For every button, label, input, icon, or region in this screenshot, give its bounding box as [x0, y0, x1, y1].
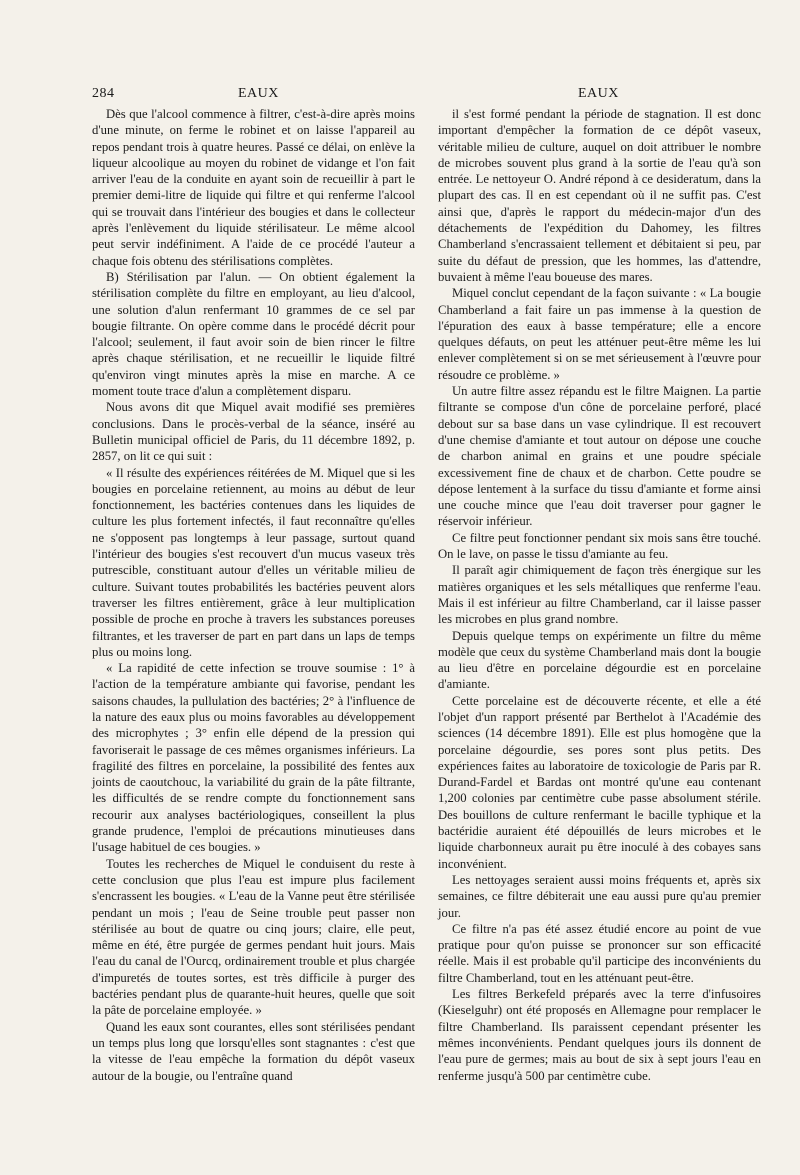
- left-text-column: [92, 106, 415, 1084]
- paragraph: il s'est formé pendant la période de stagnation. Il est donc important d'empêcher la formation de ce dépôt vaseux, véritable milieu de culture, auquel on doit attribuer le nombre de microbes souvent plus grand à la sortie de l'eau qu'à son entrée. Le nettoyeur O. André répond à ce desideratum, dans la plupart des cas. Il en est cependant où il ne suffit pas. C'est ainsi que, d'après le rapport du médecin-major d'un des détachements de l'expédition du Dahomey, les filtres Chamberland s'encrassaient tellement et débitaient si peu, par suite du défaut de pression, que les hommes, las d'attendre, buvaient à même l'eau boueuse des mares.: [438, 107, 761, 284]
- paragraph: Un autre filtre assez répandu est le filtre Maignen. La partie filtrante se compose d'un cône de porcelaine perforé, placé debout sur sa base dans un vase cylindrique. Il est recouvert d'une chemise d'amiante et tout autour on dépose une couche de charbon animal en grains et une poudre spéciale excessivement fine de chaux et de charbon. Cette poudre se dépose lentement à la surface du tissu d'amiante et forme ainsi une couche mince que l'eau doit traverser pour gagner le réservoir inférieur.: [438, 384, 761, 529]
- paragraph: Ce filtre n'a pas été assez étudié encore au point de vue pratique pour qu'on puisse se prononcer sur son efficacité réelle. Mais il est probable qu'il participe des inconvénients du filtre Chamberland, tout en les atténuant peut-être.: [438, 921, 761, 985]
- paragraph: Ce filtre peut fonctionner pendant six mois sans être touché. On le lave, on passe le tissu d'amiante au feu.: [438, 530, 761, 562]
- paragraph: Miquel conclut cependant de la façon suivante : « La bougie Chamberland a fait faire un pas immense à la question de l'épuration des eaux à basse température; elle a encore quelques défauts, on peut les atténuer peut-être même les lui enlever complètement si on se met sérieusement à l'œuvre pour résoudre ce problème. »: [438, 286, 761, 382]
- paragraph: « Il résulte des expériences réitérées de M. Miquel que si les bougies en porcelaine retiennent, au moins au début de leur fonctionnement, les bactéries contenues dans les liquides de culture les plus fortement infectés, il faut reconnaître qu'elles ne s'opposent pas longtemps à leur passage, surtout quand l'intérieur des bougies s'est recouvert d'un mucus vaseux très putrescible, constituant autour d'elles un véritable milieu de culture. Suivant toutes probabilités les bactéries peuvent alors traverser les filtres entièrement, grâce à leur multiplication possible de proche en proche à travers les substances poreuses filtrantes, et les traverser de part en part dans un laps de temps plus ou moins long.: [92, 465, 415, 659]
- paragraph: Il paraît agir chimiquement de façon très énergique sur les matières organiques et les sels métalliques que renferme l'eau. Mais il est inférieur au filtre Chamberland, car il laisse passer les microbes en plus grand nombre.: [438, 563, 761, 627]
- paragraph: Les nettoyages seraient aussi moins fréquents et, après six semaines, ce filtre débiterait une eau aussi pure qu'au premier jour.: [438, 872, 761, 920]
- paragraph: Toutes les recherches de Miquel le conduisent du reste à cette conclusion que plus l'eau est impure plus facilement s'encrassent les bougies. « L'eau de la Vanne peut être stérilisée pendant un mois ; l'eau de Seine trouble peut passer non stérilisée au bout de quatre ou cinq jours; claire, elle peut, même en été, être purgée de germes pendant huit jours. Mais l'eau du canal de l'Ourcq, ordinairement trouble et plus chargée d'impuretés de toutes sortes, est très difficile à purger des bactéries pendant plus de quarante-huit heures, quelle que soit la pâte de porcelaine employée. »: [92, 856, 415, 1018]
- running-title-left: EAUX: [238, 86, 279, 101]
- right-text-column: [438, 106, 761, 1084]
- paragraph: Cette porcelaine est de découverte récente, et elle a été l'objet d'un rapport présenté par Berthelot à l'Académie des sciences (14 décembre 1891). Elle est plus homogène que la porcelaine dégourdie, ses pores sont plus petits. Des expériences faites au laboratoire de toxicologie de Paris par R. Durand-Fardel et Bardas ont montré qu'une eau contenant 1,200 colonies par centimètre cube passe absolument stérile. Des bouillons de culture renfermant le bacille typhique et la bactéridie auraient été dépouillés de leurs microbes et le liquide charbonneux aurait pu être inoculé à des cobayes sans inconvénient.: [438, 693, 761, 871]
- paragraph: Dès que l'alcool commence à filtrer, c'est-à-dire après moins d'une minute, on ferme le robinet et on laisse l'appareil au repos pendant trois à quatre heures. Passé ce délai, on enlève la liqueur alcoolique au moyen du robinet de vidange et l'on fait arriver l'eau de la conduite en ayant soin de recueillir à part le premier demi-litre de liquide qui filtre et qui renferme l'alcool qui se trouvait dans l'intérieur des bougies et dans le collecteur après l'enlèvement du liquide stérilisateur. Le même alcool peut servir indéfiniment. A l'aide de ce procédé l'auteur a chaque fois obtenu des stérilisations complètes.: [92, 107, 415, 268]
- page-number: 284: [92, 86, 115, 101]
- paragraph: Quand les eaux sont courantes, elles sont stérilisées pendant un temps plus long que lorsqu'elles sont stagnantes : c'est que la vitesse de l'eau empêche la formation du dépôt vaseux autour de la bougie, ou l'entraîne quand: [92, 1019, 415, 1083]
- paragraph: Les filtres Berkefeld préparés avec la terre d'infusoires (Kieselguhr) ont été proposés en Allemagne pour remplacer le filtre Chamberland. Ils paraissent cependant présenter les mêmes inconvénients. Pendant quelques jours ils donnent de l'eau pure de germes; mais au bout de six à sept jours l'eau en renferme jusqu'à 500 par centimètre cube.: [438, 987, 761, 1083]
- running-title-right: EAUX: [578, 86, 619, 101]
- paragraph: Nous avons dit que Miquel avait modifié ses premières conclusions. Dans le procès-verbal de la séance, inséré au Bulletin municipal officiel de Paris, du 11 décembre 1892, p. 2857, on lit ce qui suit :: [92, 400, 415, 464]
- paragraph: B) Stérilisation par l'alun. — On obtient également la stérilisation complète du filtre en employant, au lieu d'alcool, une solution d'alun renfermant 10 grammes de ce sel par bougie filtrante. On opère comme dans le procédé décrit pour l'alcool; seulement, il faut avoir soin de bien rincer le filtre après chaque stérilisation, et ne recueillir le liquide filtré qu'environ vingt minutes après la mise en marche. A ce moment toute trace d'alun a complètement disparu.: [92, 269, 415, 399]
- paragraph: Depuis quelque temps on expérimente un filtre du même modèle que ceux du système Chamberland mais dont la bougie au lieu d'être en porcelaine dégourdie est en porcelaine d'amiante.: [438, 628, 761, 692]
- paragraph: « La rapidité de cette infection se trouve soumise : 1° à l'action de la température ambiante qui favorise, pendant les saisons chaudes, la pullulation des bactéries; 2° à l'influence de la nature des eaux plus ou moins favorables au développement des microphytes ; 3° enfin elle dépend de la pression qui favoriserait le passage de ces mêmes organismes inférieurs. La fragilité des filtres en porcelaine, la possibilité des fentes aux joints de caoutchouc, la variabilité du grain de la pâte filtrante, les difficultés de se rendre compte du fonctionnement sans recourir aux analyses bactériologiques, conseillent la plus grande prudence, l'emploi de précautions minutieuses dans l'usage habituel de ces bougies. »: [92, 661, 415, 855]
